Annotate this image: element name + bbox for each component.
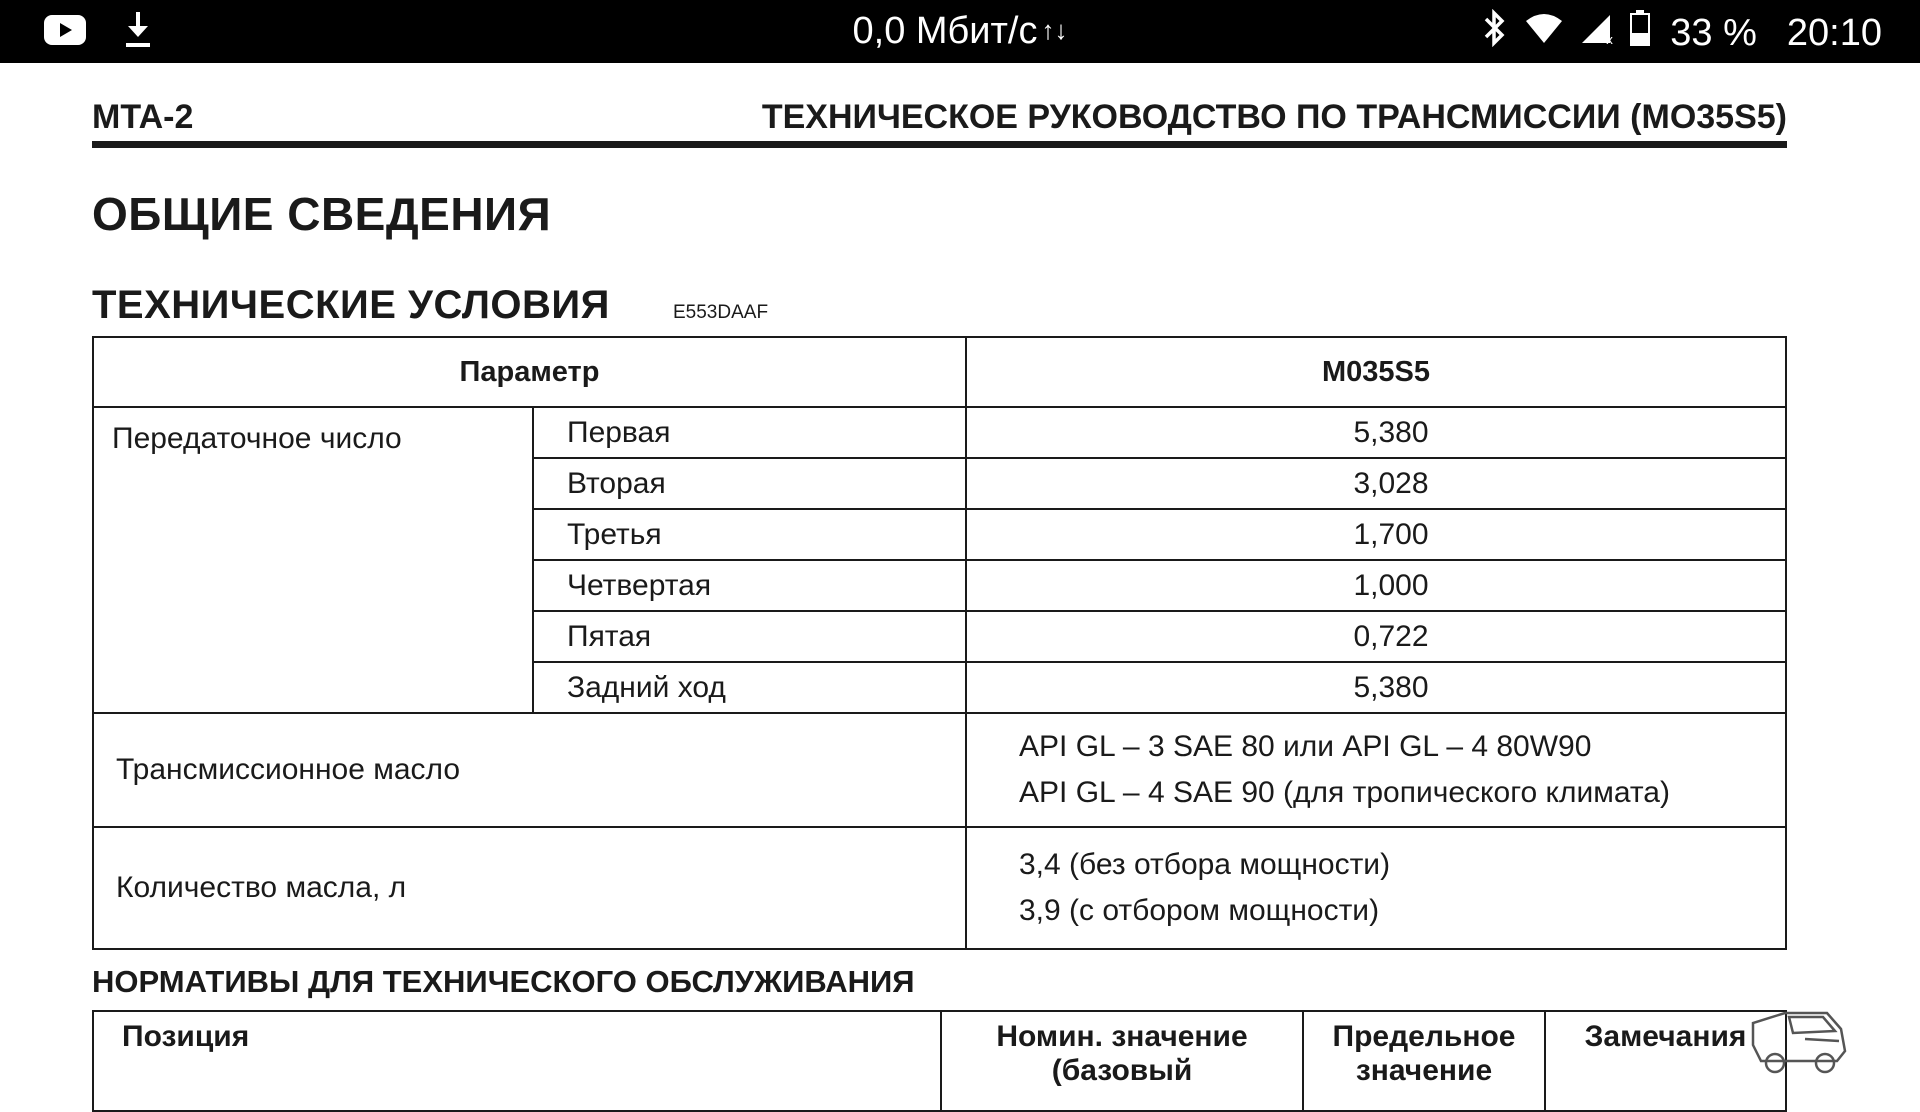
running-head-right: ТЕХНИЧЕСКОЕ РУКОВОДСТВО ПО ТРАНСМИССИИ (MO35S5) [761,98,1787,136]
header-rule [92,141,1787,148]
spec-table [92,336,1787,950]
table-header-row [93,337,1786,407]
battery-icon [1630,10,1650,56]
gear-value: 1,700 [966,509,1786,560]
battery-percent: 33 % [1670,11,1757,54]
section-title-maintenance: НОРМАТИВЫ ДЛЯ ТЕХНИЧЕСКОГО ОБСЛУЖИВАНИЯ [92,964,915,999]
header-limit-line2: значение [1355,1054,1493,1087]
gear-name: Пятая [533,611,966,662]
gear-name: Третья [533,509,966,560]
truck-watermark-icon [1745,1005,1855,1082]
traffic-arrows-icon: ↑↓ [1041,15,1068,45]
header-limit-line1: Предельное [1332,1020,1516,1053]
header-nominal-line2: (базовый [1051,1054,1193,1087]
table-row [93,713,1786,827]
page-title: ОБЩИЕ СВЕДЕНИЯ [92,188,552,240]
gear-name: Задний ход [533,662,966,713]
gear-name: Четвертая [533,560,966,611]
wifi-icon [1524,11,1564,55]
oil-value-line: API GL – 3 SAE 80 или API GL – 4 80W90 [1019,730,1592,763]
svg-text:x: x [1606,33,1614,45]
quantity-label: Количество масла, л [93,827,966,949]
quantity-value-line: 3,4 (без отбора мощности) [1019,848,1391,881]
running-head [92,98,1787,140]
gear-ratio-label: Передаточное число [93,407,533,713]
gear-name: Вторая [533,458,966,509]
quantity-value-line: 3,9 (с отбором мощности) [1019,894,1380,927]
section-title-specs: ТЕХНИЧЕСКИЕ УСЛОВИЯ [92,283,610,327]
header-limit [1303,1011,1545,1111]
header-remarks: Замечания [1545,1011,1786,1111]
gear-value: 5,380 [966,407,1786,458]
quantity-values [966,827,1786,949]
oil-label: Трансмиссионное масло [93,713,966,827]
gear-name: Первая [533,407,966,458]
oil-value-line: API GL – 4 SAE 90 (для тропического климата) [1019,776,1670,809]
gear-value: 1,000 [966,560,1786,611]
bluetooth-icon [1482,9,1508,57]
gear-value: 0,722 [966,611,1786,662]
status-bar [0,0,1920,63]
gear-value: 5,380 [966,662,1786,713]
cellular-signal-icon [1580,11,1614,55]
header-nominal-line1: Номин. значение [996,1020,1248,1053]
oil-values [966,713,1786,827]
header-model: M035S5 [966,337,1786,407]
table-row [93,827,1786,949]
section-code: E553DAAF [673,302,769,323]
clock: 20:10 [1786,11,1882,54]
header-param: Параметр [93,337,966,407]
table-header-row [93,1011,1786,1111]
network-speed: 0,0 Мбит/с ↑↓ [852,10,1068,52]
gear-value: 3,028 [966,458,1786,509]
maintenance-table [92,1010,1787,1112]
header-nominal [941,1011,1303,1111]
running-head-left: MTA-2 [92,98,194,136]
header-position: Позиция [93,1011,941,1111]
table-row [93,407,1786,458]
